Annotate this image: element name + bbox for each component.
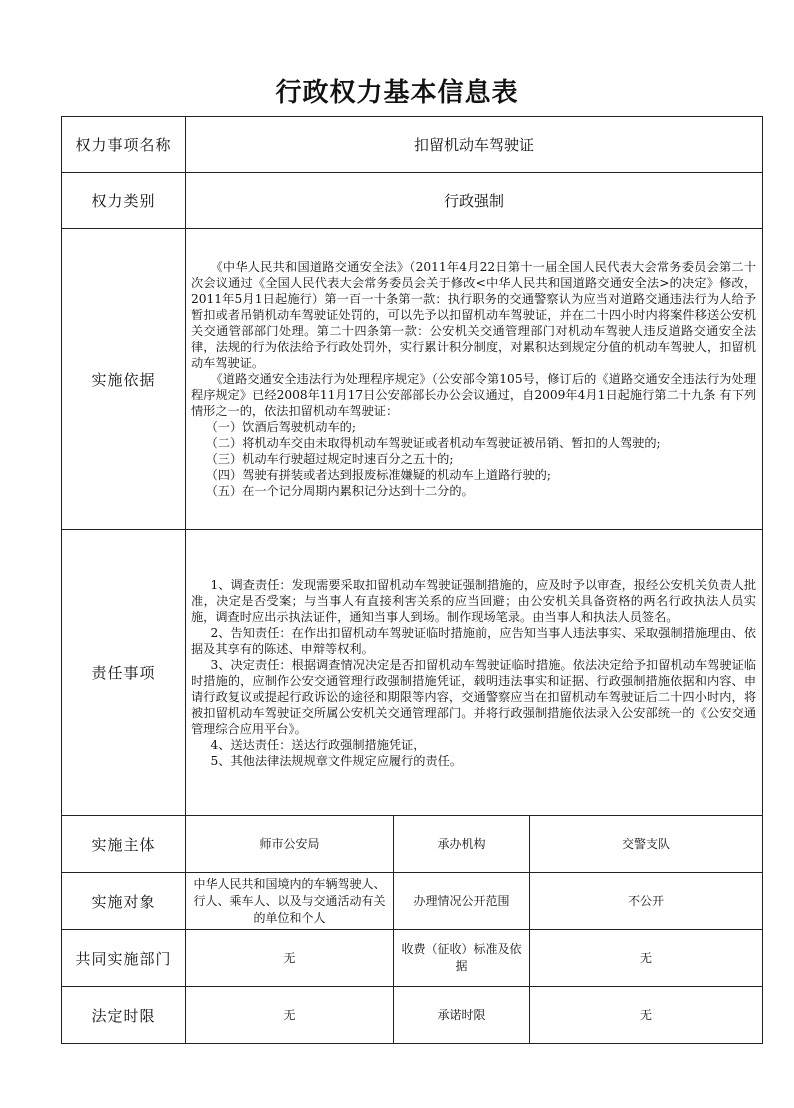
category-label: 权力类别: [62, 173, 186, 229]
time-label: 法定时限: [62, 987, 186, 1044]
item-name-value: 扣留机动车驾驶证: [186, 117, 763, 173]
basis-list-item: （三）机动车行驶超过规定时速百分之五十的;: [205, 452, 454, 466]
basis-list-item: （二）将机动车交由未取得机动车驾驶证或者机动车驾驶证被吊销、暂扣的人驾驶的;: [205, 436, 661, 450]
basis-label: 实施依据: [62, 229, 186, 530]
row-time: [62, 987, 763, 1044]
row-joint: [62, 930, 763, 987]
info-table: [61, 116, 763, 1044]
agency-label: 承办机构: [394, 816, 530, 873]
row-subject: [62, 816, 763, 873]
page-title: 行政权力基本信息表: [275, 78, 519, 108]
target-label: 实施对象: [62, 873, 186, 930]
agency-value: 交警支队: [530, 816, 763, 873]
duty-paragraph: 4、送达责任：送达行政强制措施凭证，: [210, 737, 426, 752]
disclosure-label: 办理情况公开范围: [394, 873, 530, 930]
target-value: 中华人民共和国境内的车辆驾驶人、行人、乘车人、以及与交通活动有关的单位和个人: [186, 873, 394, 930]
basis-list-item: （四）驾驶有拼装或者达到报废标准嫌疑的机动车上道路行驶的;: [205, 468, 551, 482]
basis-list-item: （五）在一个记分周期内累积记分达到十二分的。: [205, 484, 474, 498]
row-basis: [62, 229, 763, 530]
subject-value: 师市公安局: [186, 816, 394, 873]
duty-label: 责任事项: [62, 530, 186, 816]
subject-label: 实施主体: [62, 816, 186, 873]
row-target: [62, 873, 763, 930]
disclosure-value: 不公开: [530, 873, 763, 930]
row-category: [62, 173, 763, 229]
item-name-label: 权力事项名称: [62, 117, 186, 173]
category-value: 行政强制: [186, 173, 763, 229]
duty-paragraph: 5、其他法律法规规章文件规定应履行的责任。: [210, 753, 463, 768]
basis-content: [186, 229, 763, 530]
fee-label: 收费（征收）标准及依据: [394, 930, 530, 987]
joint-label: 共同实施部门: [62, 930, 186, 987]
duty-paragraph: 3、决定责任：根据调查情况决定是否扣留机动车驾驶证临时措施。依法决定给予扣留机动车驾驶证临时措施的，应制作公安交通管理行政强制措施凭证，载明违法事实和证据、行政强制措施依据和内容、申请行政复议或提起行政诉讼的途径和期限等内容，交通警察应当在扣留机动车驾驶证后二十四小时内，将被扣留机动车驾驶证交所属公安机关交通管理部门。并将行政强制措施依法录入公安部统一的《公安交通管理综合应用平台》。: [191, 657, 757, 736]
duty-content: [186, 530, 763, 816]
promise-label: 承诺时限: [394, 987, 530, 1044]
row-duty: [62, 530, 763, 816]
duty-paragraph: 2、告知责任：在作出扣留机动车驾驶证临时措施前，应告知当事人违法事实、采取强制措施理由、依据及其享有的陈述、申辩等权利。: [191, 625, 757, 656]
row-item-name: [62, 117, 763, 173]
promise-value: 无: [530, 987, 763, 1044]
basis-list-item: （一）饮酒后驾驶机动车的;: [205, 420, 356, 434]
basis-paragraph: 《道路交通安全违法行为处理程序规定》（公安部令第105号，修订后的《道路交通安全违法行为处理程序规定》已经2008年11月17日公安部部长办公会议通过，自2009年4月1日起施行第二十九条 有下列情形之一的，依法扣留机动车驾驶证：: [191, 372, 757, 418]
joint-value: 无: [186, 930, 394, 987]
fee-value: 无: [530, 930, 763, 987]
duty-paragraph: 1、调查责任：发现需要采取扣留机动车驾驶证强制措施的，应及时予以审查，报经公安机关负责人批准，决定是否受案；与当事人有直接利害关系的应当回避；由公安机关具备资格的两名行政执法人员实施，调查时应出示执法证件，通知当事人到场。制作现场笔录。由当事人和执法人员签名。: [191, 577, 757, 624]
basis-paragraph: 《中华人民共和国道路交通安全法》（2011年4月22日第十一届全国人民代表大会常务委员会第二十次会议通过《全国人民代表大会常务委员会关于修改<中华人民共和国道路交通安全法>的决定》修改，2011年5月1日起施行）第一百一十条第一款：执行职务的交通警察认为应当对道路交通违法行为人给予暂扣或者吊销机动车驾驶证处罚的，可以先予以扣留机动车驾驶证，并在二十四小时内将案件移送公安机关交通管部部门处理。第二十四条第一款：公安机关交通管理部门对机动车驾驶人违反道路交通安全法律，法规的行为依法给予行政处罚外，实行累计积分制度，对累积达到规定分值的机动车驾驶人，扣留机动车驾驶证。: [191, 260, 757, 370]
time-value: 无: [186, 987, 394, 1044]
